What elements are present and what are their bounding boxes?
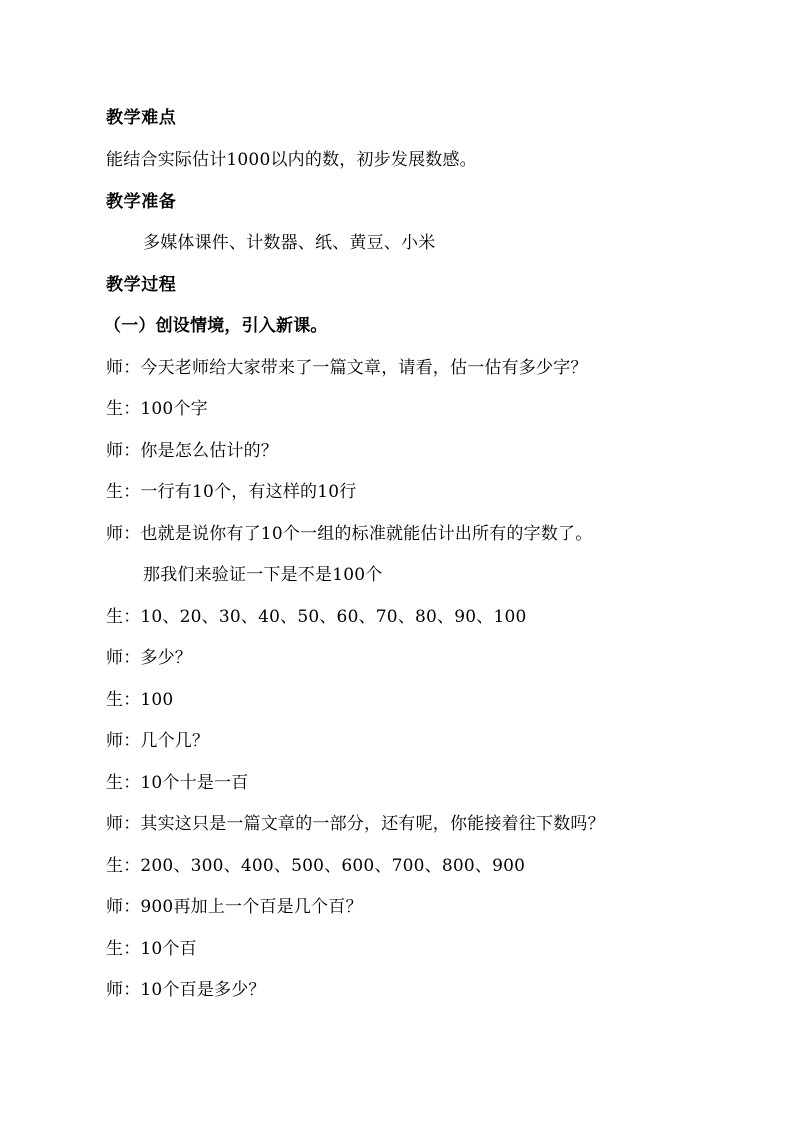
dialogue-line: 生：一行有10个，有这样的10行 [106,482,357,502]
dialogue-line: 师：多少？ [106,648,192,668]
dialogue-line: 生：10个十是一百 [106,773,249,793]
dialogue-line: 师：你是怎么估计的？ [106,441,278,461]
dialogue-line: 师：其实这只是一篇文章的一部分，还有呢，你能接着往下数吗？ [106,814,605,834]
dialogue-line: 师：几个几？ [106,731,210,751]
heading-teaching-preparation: 教学准备 [106,192,177,212]
dialogue-line: 师：900再加上一个百是几个百？ [106,897,363,917]
paragraph-difficulty-content: 能结合实际估计1000以内的数，初步发展数感。 [106,150,477,170]
dialogue-line: 生：10个百 [106,939,197,959]
heading-teaching-process: 教学过程 [106,275,177,295]
dialogue-line: 师：10个百是多少？ [106,980,266,1000]
dialogue-line: 师：也就是说你有了10个一组的标准就能估计出所有的字数了。 [106,524,593,544]
dialogue-line: 师：今天老师给大家带来了一篇文章，请看，估一估有多少字？ [106,358,588,378]
dialogue-line: 生：10、20、30、40、50、60、70、80、90、100 [106,607,527,627]
dialogue-line: 生：200、300、400、500、600、700、800、900 [106,856,526,876]
dialogue-line: 生：100 [106,690,174,710]
dialogue-line-continued: 那我们来验证一下是不是100个 [143,565,383,585]
dialogue-line: 生：100个字 [106,399,208,419]
heading-teaching-difficulty: 教学难点 [106,108,177,128]
paragraph-preparation-content: 多媒体课件、计数器、纸、黄豆、小米 [143,233,436,253]
section-heading-1: （一）创设情境，引入新课。 [104,316,328,336]
